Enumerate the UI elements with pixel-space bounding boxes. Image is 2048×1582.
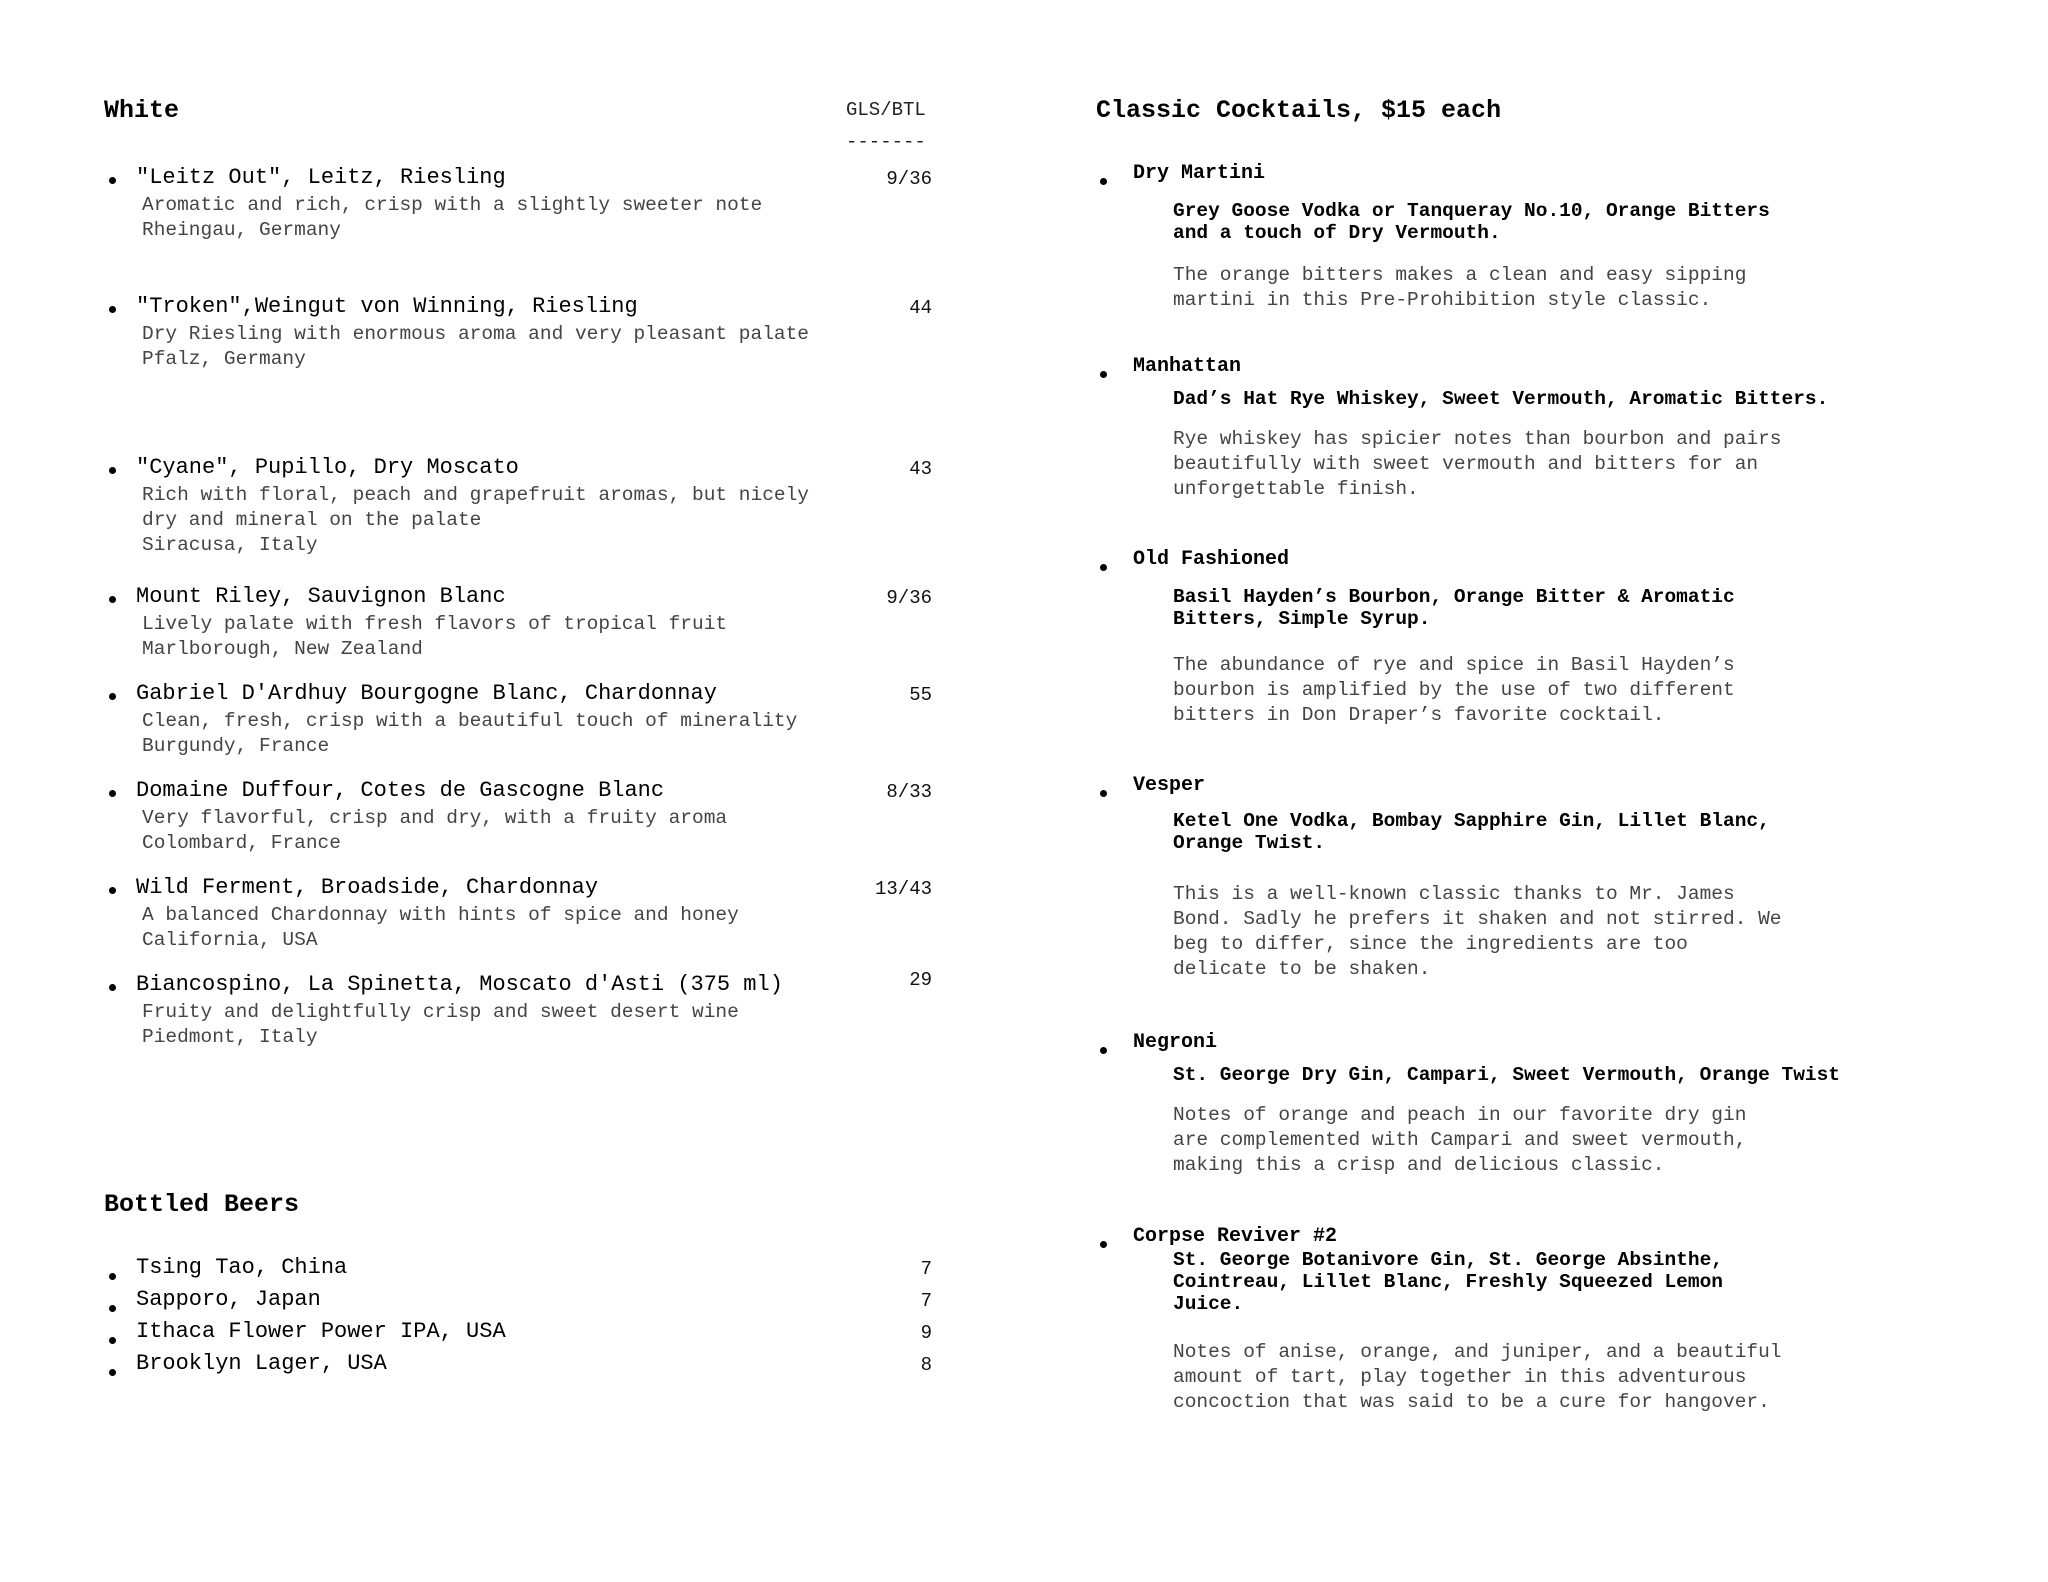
- wine-origin: Siracusa, Italy: [142, 534, 318, 556]
- bullet-icon: [1100, 564, 1107, 571]
- beer-price: 7: [920, 1290, 932, 1312]
- wine-name: "Troken",Weingut von Winning, Riesling: [136, 294, 638, 319]
- wine-price: 55: [909, 684, 932, 706]
- wine-description: Very flavorful, crisp and dry, with a fruity aroma: [142, 807, 728, 829]
- beer-name: Sapporo, Japan: [136, 1287, 321, 1312]
- wine-origin: Piedmont, Italy: [142, 1026, 318, 1048]
- wine-name: Mount Riley, Sauvignon Blanc: [136, 584, 506, 609]
- bullet-icon: [1100, 1047, 1107, 1054]
- beer-name: Ithaca Flower Power IPA, USA: [136, 1319, 506, 1344]
- price-header: GLS/BTL: [846, 99, 926, 121]
- wine-name: Wild Ferment, Broadside, Chardonnay: [136, 875, 599, 900]
- wine-description: Lively palate with fresh flavors of tropical fruit: [142, 613, 728, 635]
- beer-price: 8: [920, 1354, 932, 1376]
- bullet-icon: [109, 177, 116, 184]
- wine-description: Rich with floral, peach and grapefruit aromas, but nicely dry and mineral on the palate: [142, 484, 810, 531]
- bullet-icon: [109, 790, 116, 797]
- bullet-icon: [1100, 371, 1107, 378]
- cocktail-description: The abundance of rye and spice in Basil Hayden’s bourbon is amplified by the use of two different bitters in Don Draper’s favorite cocktail.: [1173, 654, 1735, 726]
- cocktail-name: Vesper: [1133, 774, 1206, 797]
- wine-price: 9/36: [886, 587, 932, 609]
- beer-name: Tsing Tao, China: [136, 1255, 348, 1280]
- wine-price: 43: [909, 458, 932, 480]
- cocktail-name: Negroni: [1133, 1031, 1218, 1054]
- beer-price: 9: [920, 1322, 932, 1344]
- wine-price: 13/43: [874, 878, 932, 900]
- bullet-icon: [109, 596, 116, 603]
- beer-price: 7: [920, 1258, 932, 1280]
- wine-price: 9/36: [886, 168, 932, 190]
- beer-name: Brooklyn Lager, USA: [136, 1351, 387, 1376]
- wine-origin: Marlborough, New Zealand: [142, 638, 423, 660]
- bullet-icon: [1100, 790, 1107, 797]
- cocktail-name: Dry Martini: [1133, 162, 1266, 185]
- wine-name: Domaine Duffour, Cotes de Gascogne Blanc: [136, 778, 665, 803]
- bullet-icon: [1100, 1241, 1107, 1248]
- wine-name: Biancospino, La Spinetta, Moscato d'Asti (375 ml): [136, 972, 783, 997]
- wine-description: Dry Riesling with enormous aroma and very pleasant palate: [142, 323, 810, 345]
- cocktail-name: Old Fashioned: [1133, 548, 1290, 571]
- bullet-icon: [109, 467, 116, 474]
- wine-description: Aromatic and rich, crisp with a slightly sweeter note: [142, 194, 763, 216]
- cocktail-description: Rye whiskey has spicier notes than bourbon and pairs beautifully with sweet vermouth and bitters for an unforgettable finish.: [1173, 428, 1782, 500]
- bullet-icon: [109, 1337, 116, 1344]
- cocktail-ingredients: St. George Botanivore Gin, St. George Absinthe, Cointreau, Lillet Blanc, Freshly Squeezed Lemon Juice.: [1173, 1249, 1723, 1315]
- cocktail-ingredients: Ketel One Vodka, Bombay Sapphire Gin, Lillet Blanc, Orange Twist.: [1173, 810, 1770, 854]
- bullet-icon: [109, 1305, 116, 1312]
- cocktail-name: Manhattan: [1133, 355, 1242, 378]
- bullet-icon: [109, 693, 116, 700]
- wine-origin: Colombard, France: [142, 832, 341, 854]
- wine-name: "Cyane", Pupillo, Dry Moscato: [136, 455, 519, 480]
- cocktail-ingredients: Grey Goose Vodka or Tanqueray No.10, Orange Bitters and a touch of Dry Vermouth.: [1173, 200, 1770, 244]
- wine-price: 8/33: [886, 781, 932, 803]
- cocktail-description: This is a well-known classic thanks to Mr. James Bond. Sadly he prefers it shaken and not stirred. We beg to differ, since the ingredients are too delicate to be shaken.: [1173, 883, 1782, 980]
- wine-price: 29: [909, 969, 932, 991]
- wine-origin: California, USA: [142, 929, 318, 951]
- cocktail-name: Corpse Reviver #2: [1133, 1225, 1338, 1248]
- wine-description: Fruity and delightfully crisp and sweet desert wine: [142, 1001, 739, 1023]
- bullet-icon: [1100, 178, 1107, 185]
- white-heading: White: [104, 96, 180, 125]
- wine-name: Gabriel D'Ardhuy Bourgogne Blanc, Chardonnay: [136, 681, 717, 706]
- wine-description: A balanced Chardonnay with hints of spice and honey: [142, 904, 739, 926]
- wine-description: Clean, fresh, crisp with a beautiful touch of minerality: [142, 710, 798, 732]
- cocktail-ingredients: St. George Dry Gin, Campari, Sweet Vermouth, Orange Twist: [1173, 1064, 1841, 1086]
- beers-heading: Bottled Beers: [104, 1190, 300, 1219]
- cocktail-ingredients: Dad’s Hat Rye Whiskey, Sweet Vermouth, Aromatic Bitters.: [1173, 388, 1829, 410]
- bullet-icon: [109, 887, 116, 894]
- cocktail-ingredients: Basil Hayden’s Bourbon, Orange Bitter & Aromatic Bitters, Simple Syrup.: [1173, 586, 1735, 630]
- wine-price: 44: [909, 297, 932, 319]
- cocktail-description: Notes of orange and peach in our favorite dry gin are complemented with Campari and sweet vermouth, making this a crisp and delicious classic.: [1173, 1104, 1747, 1176]
- cocktail-description: Notes of anise, orange, and juniper, and a beautiful amount of tart, play together in this adventurous concoction that was said to be a cure for hangover.: [1173, 1341, 1782, 1413]
- bullet-icon: [109, 306, 116, 313]
- cocktails-heading: Classic Cocktails, $15 each: [1096, 96, 1502, 125]
- cocktail-description: The orange bitters makes a clean and easy sipping martini in this Pre-Prohibition style classic.: [1173, 264, 1747, 311]
- wine-origin: Rheingau, Germany: [142, 219, 341, 241]
- wine-origin: Pfalz, Germany: [142, 348, 306, 370]
- price-header-rule: -------: [846, 131, 926, 153]
- bullet-icon: [109, 984, 116, 991]
- wine-name: "Leitz Out", Leitz, Riesling: [136, 165, 506, 190]
- bullet-icon: [109, 1369, 116, 1376]
- wine-origin: Burgundy, France: [142, 735, 330, 757]
- bullet-icon: [109, 1273, 116, 1280]
